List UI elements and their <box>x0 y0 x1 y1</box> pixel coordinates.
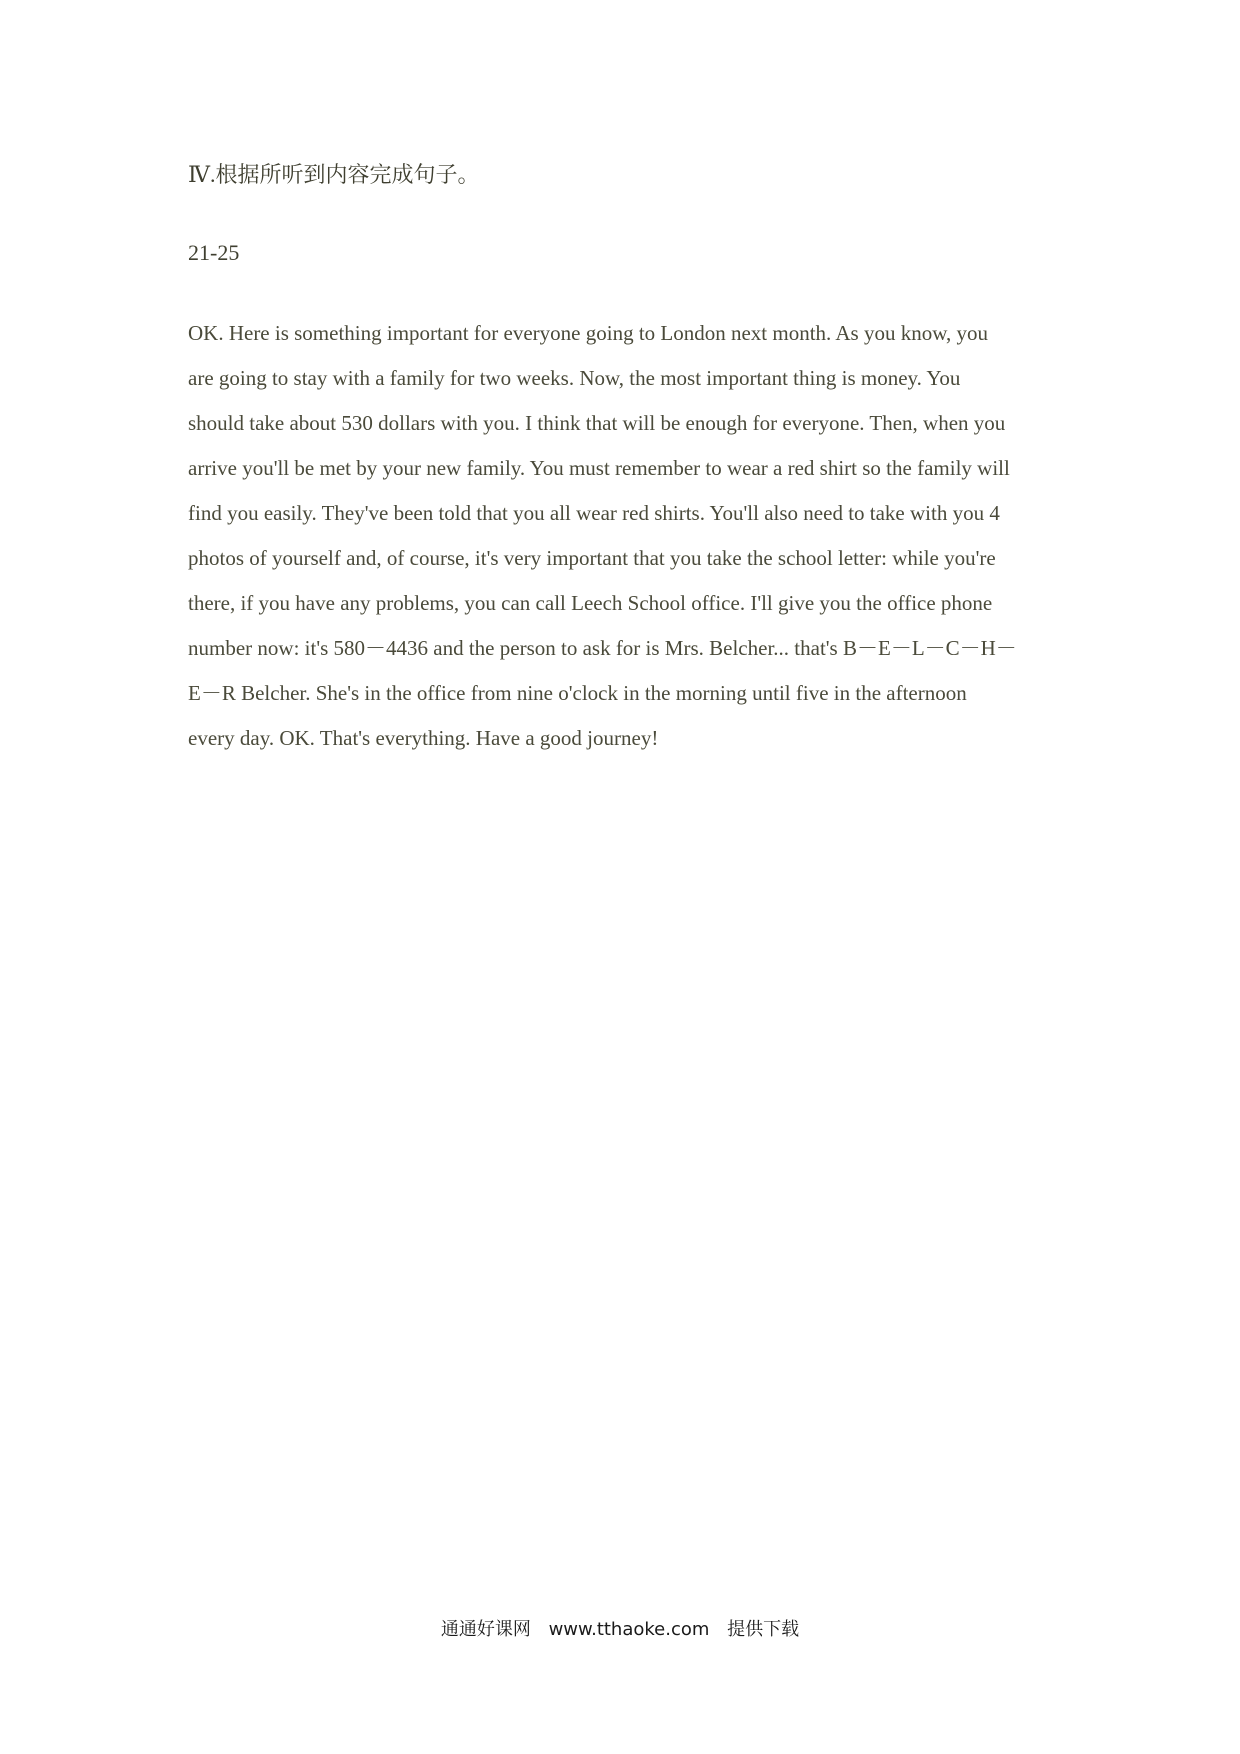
transcript-line: arrive you'll be met by your new family. You must remember to wear a red shirt so the family will <box>188 456 1010 480</box>
page-footer <box>0 1617 1240 1643</box>
listening-transcript <box>188 311 1068 761</box>
transcript-line: E－R Belcher. She's in the office from nine o'clock in the morning until five in the afternoon <box>188 681 967 705</box>
transcript-line: are going to stay with a family for two weeks. Now, the most important thing is money. You <box>188 366 961 390</box>
transcript-line: OK. Here is something important for everyone going to London next month. As you know, you <box>188 321 989 345</box>
footer-suffix: 提供下载 <box>727 1619 800 1640</box>
transcript-line: there, if you have any problems, you can call Leech School office. I'll give you the office phone <box>188 591 993 615</box>
transcript-line: should take about 530 dollars with you. I think that will be enough for everyone. Then, when you <box>188 411 1006 435</box>
footer-site-name: 通通好课网 <box>440 1619 531 1640</box>
transcript-line: every day. OK. That's everything. Have a good journey! <box>188 726 659 750</box>
transcript-line: photos of yourself and, of course, it's very important that you take the school letter: while you're <box>188 546 996 570</box>
transcript-line: number now: it's 580－4436 and the person to ask for is Mrs. Belcher... that's B－E－L－C－H－ <box>188 636 1017 660</box>
transcript-line: find you easily. They've been told that you all wear red shirts. You'll also need to take with you 4 <box>188 501 1000 525</box>
section-heading: Ⅳ.根据所听到内容完成句子。 <box>188 162 480 187</box>
question-range: 21-25 <box>188 240 240 265</box>
footer-url: www.tthaoke.com <box>548 1619 710 1640</box>
